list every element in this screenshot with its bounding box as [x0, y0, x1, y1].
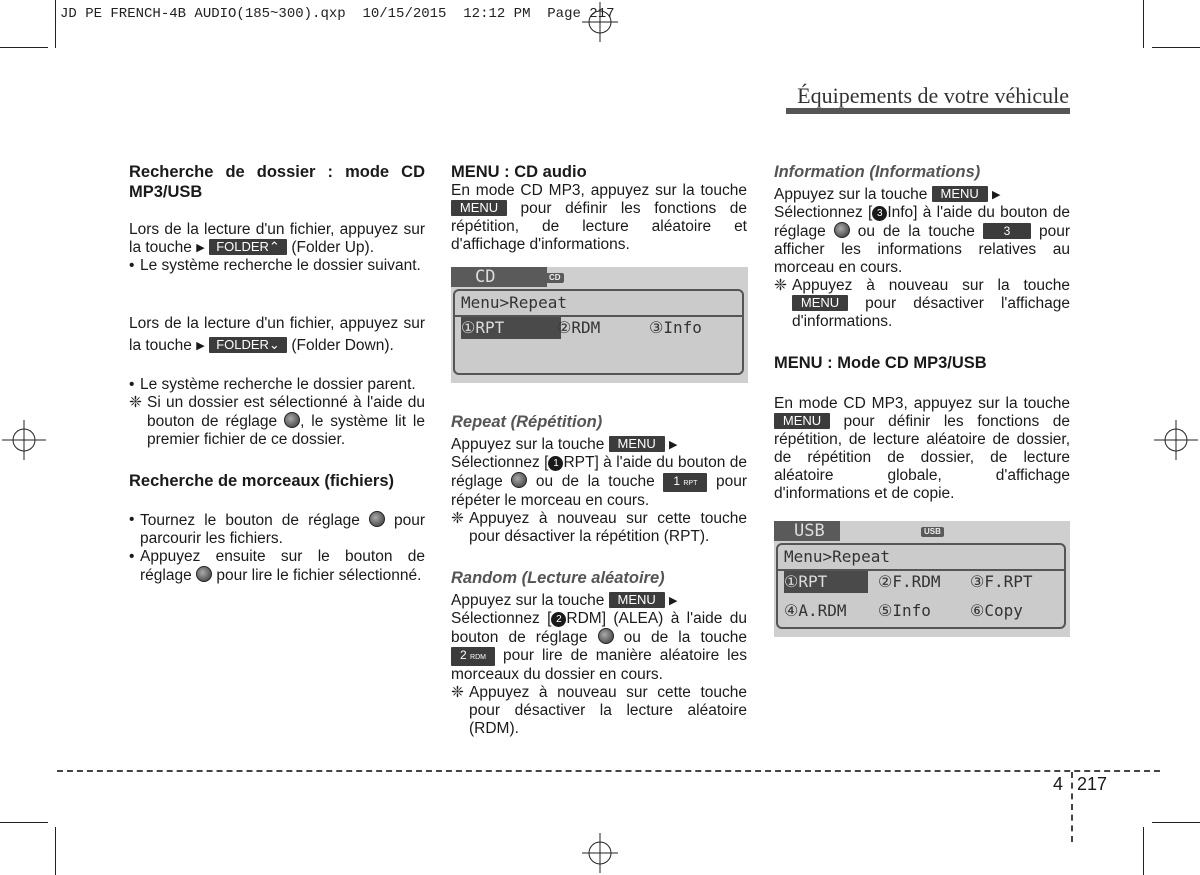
footer-dashed-rule: [57, 770, 1160, 772]
paragraph: [129, 221, 425, 257]
text: pour répéter le morceau en cours.: [451, 473, 747, 509]
text: Tournez le bouton de réglage: [140, 512, 360, 529]
bullet: •: [129, 548, 135, 565]
paragraph: [451, 610, 747, 684]
screen-panel: [453, 289, 744, 375]
triangle-icon: ▶: [196, 242, 205, 254]
screen-tab: USB: [774, 521, 840, 541]
section-title: Équipements de votre véhicule: [797, 83, 1069, 108]
text: RPT] à l'aide du bouton de réglage: [451, 454, 747, 490]
text: ou de la touche: [623, 629, 747, 646]
registration-mark-bottom: [582, 833, 618, 873]
heading-track-search: Recherche de morceaux (fichiers): [129, 472, 395, 490]
text: Lors de la lecture d'un fichier, appuyez sur la touche: [129, 221, 425, 256]
key-1-rpt: [663, 473, 707, 492]
triangle-icon: ▶: [669, 595, 678, 607]
usb-menu-screen: [774, 521, 1070, 637]
text: , le système lit le premier fichier de ce dossier.: [147, 413, 425, 448]
triangle-icon: ▶: [992, 189, 1001, 201]
tune-knob-icon: [284, 412, 300, 428]
text: Appuyez à nouveau sur cette touche pour désactiver la répétition (RPT).: [469, 510, 747, 545]
text: ou de la touche: [535, 473, 655, 490]
text: pour lire le fichier sélectionné.: [216, 567, 422, 584]
tune-knob-icon: [196, 566, 212, 582]
screen-item-rpt: ①RPT: [784, 571, 868, 593]
bullet: •: [129, 257, 135, 274]
paragraph: [451, 436, 747, 454]
heading-information: Information (Informations): [774, 163, 981, 181]
chevron-down-icon: ⌄: [268, 337, 280, 352]
crop-mark: [1143, 827, 1144, 875]
text: Appuyez à nouveau sur la touche: [792, 277, 1070, 294]
screen-title: Menu>Repeat: [784, 547, 890, 566]
footer-vertical-rule: [1071, 772, 1073, 842]
text: Info] à l'aide du bouton de réglage: [774, 204, 1070, 240]
screen-item-info: ③Info: [649, 318, 702, 337]
crop-mark: [1152, 822, 1200, 823]
key-label: FOLDER: [216, 239, 269, 254]
paragraph: [129, 313, 425, 357]
screen-item-info: ⑤Info: [878, 601, 931, 620]
crop-mark: [1152, 47, 1200, 48]
text: Si un dossier est sélectionné à l'aide du bouton de réglage: [147, 394, 425, 430]
column-3: [774, 162, 1070, 503]
page-number: 217: [1077, 774, 1108, 794]
text: pour parcourir les fichiers.: [140, 512, 426, 547]
text: Lors de la lecture d'un fichier, appuyez sur la touche: [129, 315, 425, 354]
triangle-icon: ▶: [669, 439, 678, 451]
text: pour lire de manière aléatoire les morceaux du dossier en cours.: [451, 647, 747, 683]
list-item: [129, 548, 425, 585]
text: pour définir les fonctions de répétition, de lecture aléatoire de dossier, de répétition de dossier, de lecture aléatoire globale, d'affichage d'informations et de copie.: [774, 413, 1071, 502]
note-item: [774, 277, 1070, 331]
screen-item-f-rdm: ②F.RDM: [878, 572, 941, 591]
text: Le système recherche le dossier parent.: [140, 376, 416, 393]
crop-mark: [55, 827, 56, 875]
text: Appuyez ensuite sur le bouton de réglage: [140, 548, 425, 584]
header-rule: [786, 108, 1070, 114]
text: pour désactiver l'affichage d'informations.: [792, 295, 1071, 330]
menu-key: MENU: [609, 592, 665, 608]
key-sub-label: RPT: [683, 480, 698, 487]
heading-menu-cd: MENU : CD audio: [451, 163, 587, 181]
usb-badge: USB: [921, 527, 944, 537]
list-item: [129, 376, 425, 394]
triangle-icon: ▶: [196, 340, 205, 352]
note-item: [129, 394, 425, 449]
screen-item-rdm: ②RDM: [557, 318, 601, 337]
chapter-number: 4: [1053, 774, 1064, 794]
column-1: [129, 162, 425, 585]
note-item: [451, 684, 747, 738]
cd-menu-screen: [451, 267, 748, 383]
crop-mark: [1143, 0, 1144, 48]
tune-knob-icon: [511, 472, 527, 488]
text: (Folder Up).: [291, 239, 375, 256]
paragraph: [451, 182, 747, 254]
paragraph: [774, 204, 1070, 277]
note-icon: ❈: [451, 510, 464, 527]
column-2-lower: [451, 412, 747, 738]
text: Appuyez à nouveau sur cette touche pour désactiver la lecture aléatoire (RDM).: [469, 684, 747, 737]
menu-key: MENU: [451, 200, 507, 216]
text: Appuyez sur la touche: [451, 436, 605, 453]
registration-mark-left: [2, 420, 46, 460]
chevron-up-icon: ⌃: [268, 239, 280, 254]
heading-menu-mp3-usb: MENU : Mode CD MP3/USB: [774, 354, 987, 372]
cd-badge: CD: [546, 273, 564, 283]
heading-repeat: Repeat (Répétition): [451, 413, 603, 431]
paragraph: [774, 395, 1070, 503]
paragraph: [451, 454, 747, 510]
key-sub-label: RDM: [470, 654, 486, 661]
file-info-line: JD PE FRENCH-4B AUDIO(185~300).qxp 10/15/2015 12:12 PM Page 217: [60, 6, 615, 22]
heading-random: Random (Lecture aléatoire): [451, 569, 665, 587]
crop-mark: [0, 822, 48, 823]
paragraph: [774, 186, 1070, 204]
tune-knob-icon: [369, 511, 385, 527]
text: Le système recherche le dossier suivant.: [140, 257, 421, 274]
text: Sélectionnez [: [451, 610, 552, 627]
tune-knob-icon: [834, 222, 850, 238]
heading-folder-search: Recherche de dossier : mode CD MP3/USB: [129, 163, 425, 201]
screen-item-copy: ⑥Copy: [970, 601, 1023, 620]
screen-panel: [776, 543, 1066, 629]
text: Sélectionnez [: [774, 204, 873, 221]
screen-item-f-rpt: ③F.RPT: [970, 572, 1033, 591]
text: ou de la touche: [857, 223, 975, 240]
column-2: [451, 162, 747, 254]
text: pour définir les fonctions de répétition, de lecture aléatoire et d'affichage d'informations.: [451, 200, 748, 253]
text: Appuyez sur la touche: [451, 592, 605, 609]
note-item: [451, 510, 747, 546]
screen-tab: CD: [451, 267, 547, 287]
bullet: •: [129, 511, 135, 528]
note-icon: ❈: [129, 394, 142, 411]
folder-up-key: [209, 239, 287, 255]
text: En mode CD MP3, appuyez sur la touche: [451, 182, 747, 199]
registration-mark-right: [1154, 420, 1198, 460]
tune-knob-icon: [598, 628, 614, 644]
menu-key: MENU: [792, 295, 848, 311]
bullet: •: [129, 376, 135, 393]
text: Appuyez sur la touche: [774, 186, 928, 203]
paragraph: [451, 592, 747, 610]
text: (Folder Down).: [291, 337, 394, 354]
key-label: FOLDER: [216, 337, 269, 352]
menu-key: MENU: [932, 186, 988, 202]
crop-mark: [0, 47, 48, 48]
menu-key: MENU: [609, 436, 665, 452]
circled-number: 3: [872, 206, 887, 221]
text: En mode CD MP3, appuyez sur la touche: [774, 395, 1070, 412]
screen-item-rpt: ①RPT: [461, 317, 561, 339]
screen-item-a-rdm: ④A.RDM: [784, 601, 847, 620]
screen-title: Menu>Repeat: [461, 293, 567, 312]
text: Sélectionnez [: [451, 454, 549, 471]
circled-number: 1: [548, 456, 563, 471]
list-item: [129, 257, 425, 275]
key-3: 3: [983, 223, 1031, 239]
folder-down-key: [209, 337, 287, 353]
list-item: [129, 511, 425, 548]
text: pour afficher les informations relatives au morceau en cours.: [774, 223, 1071, 276]
key-2-rdm: [451, 647, 495, 666]
crop-mark: [55, 0, 56, 48]
note-icon: ❈: [451, 684, 464, 701]
text: RDM] (ALEA) à l'aide du bouton de réglage: [451, 610, 747, 646]
key-number: 1: [673, 474, 681, 488]
key-number: 2: [460, 648, 467, 662]
menu-key: MENU: [774, 413, 830, 429]
circled-number: 2: [551, 612, 566, 627]
note-icon: ❈: [774, 277, 787, 294]
